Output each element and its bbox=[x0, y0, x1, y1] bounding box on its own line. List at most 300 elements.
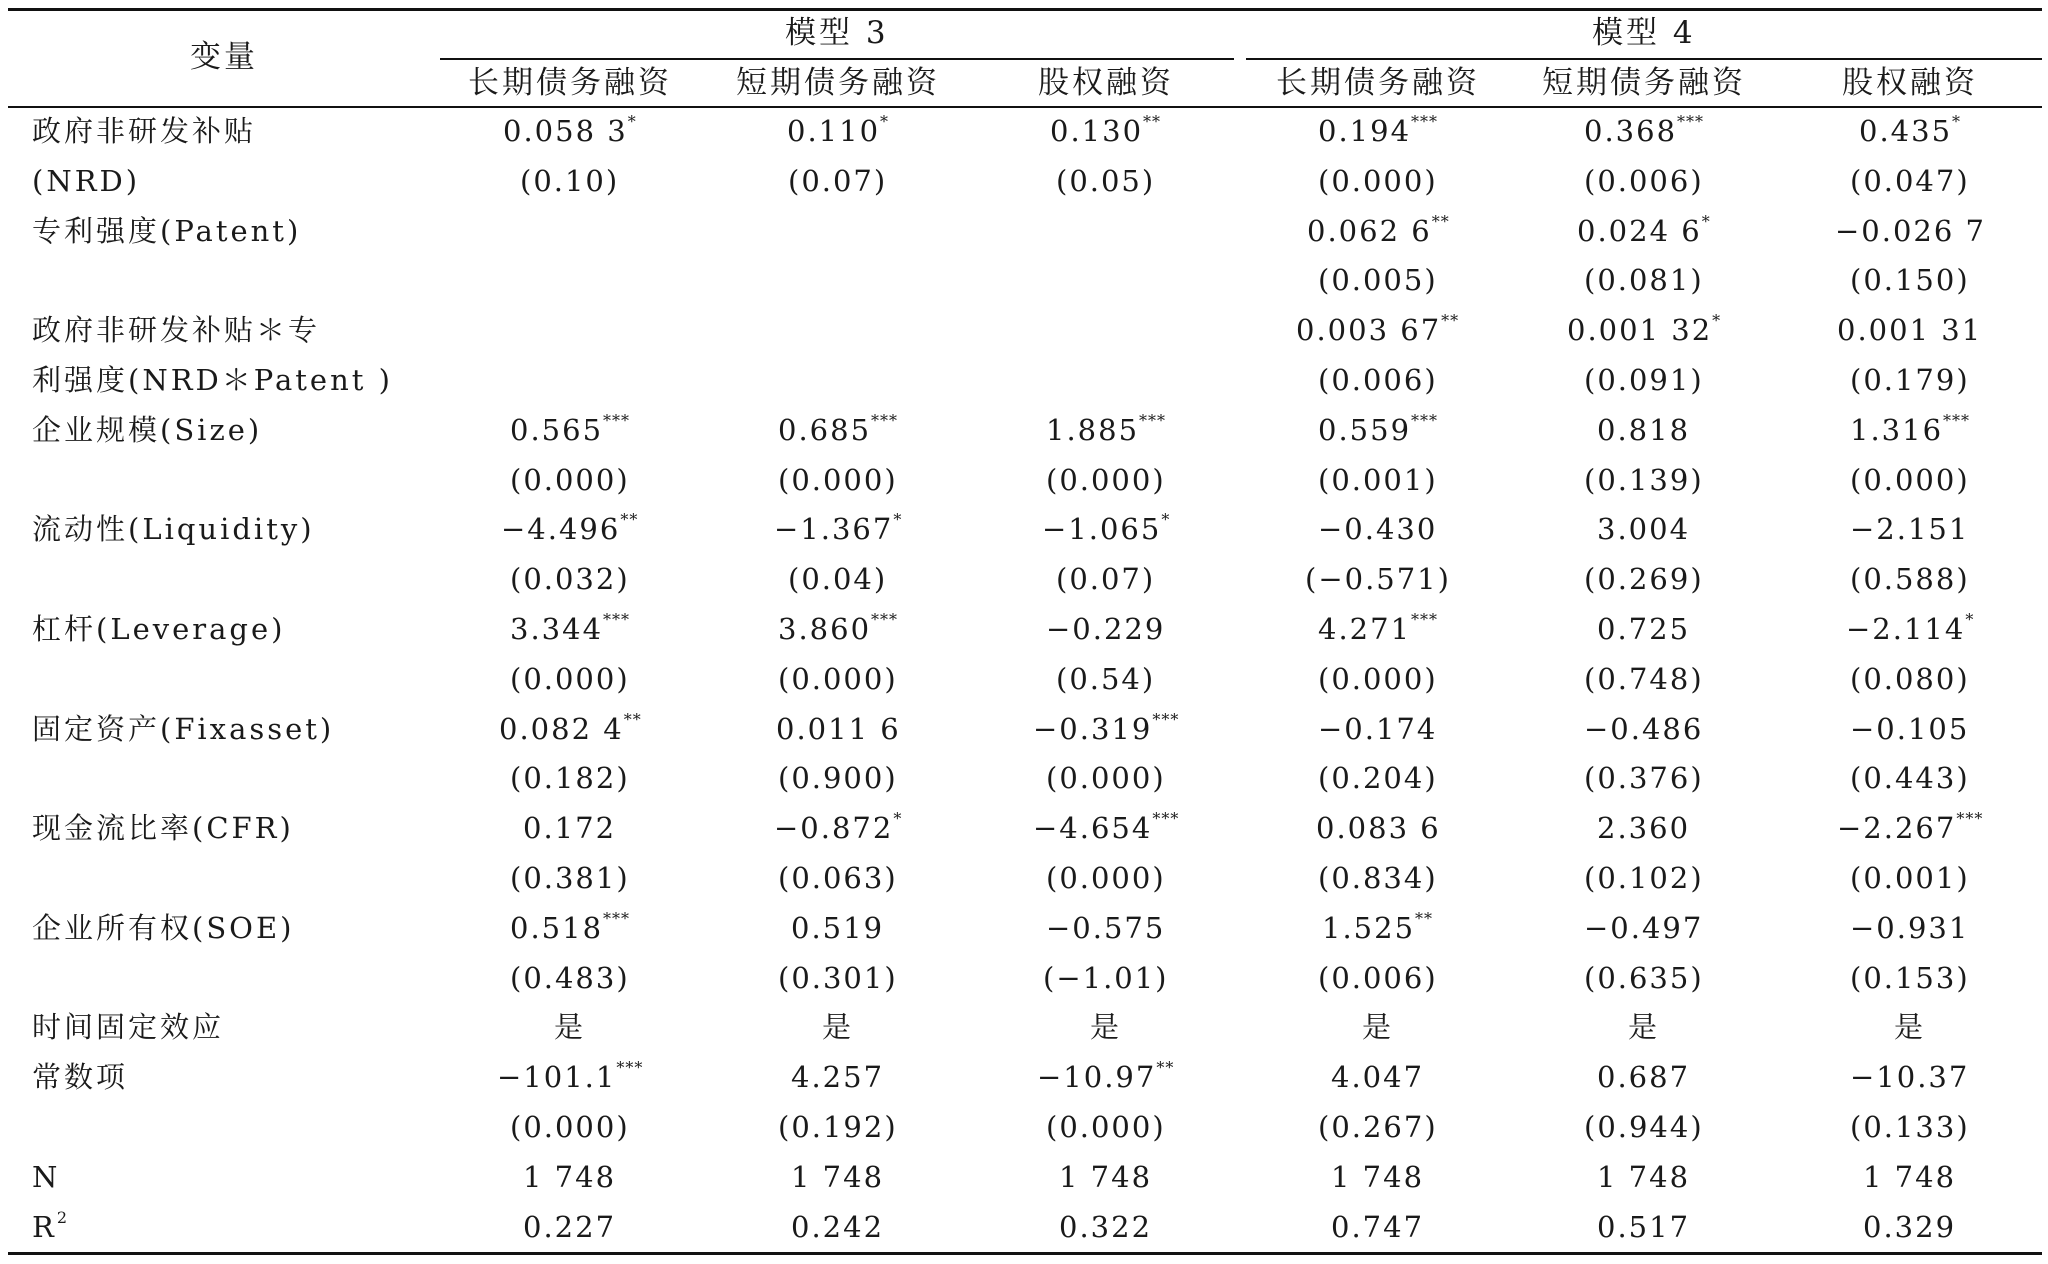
table-cell bbox=[1863, 1160, 1956, 1194]
row-label: 企业规模(Size) bbox=[32, 413, 263, 447]
significance-stars: *** bbox=[1411, 610, 1439, 629]
cell-value: 0.083 6 bbox=[1316, 811, 1441, 845]
table-cell bbox=[1584, 164, 1704, 198]
cell-value: (0.635) bbox=[1584, 961, 1704, 995]
cell-value: −0.319 bbox=[1033, 712, 1153, 746]
cell-value: (0.000) bbox=[1318, 662, 1438, 696]
table-cell bbox=[1046, 761, 1166, 795]
table-cell bbox=[1597, 512, 1690, 546]
table-cell bbox=[1584, 761, 1704, 795]
table-cell bbox=[523, 1210, 616, 1244]
cell-value: 0.227 bbox=[523, 1210, 617, 1244]
table-cell bbox=[1846, 612, 1974, 646]
table-cell bbox=[1584, 562, 1704, 596]
table-cell bbox=[501, 512, 638, 546]
cell-value: (0.944) bbox=[1584, 1110, 1704, 1144]
significance-stars: ** bbox=[1415, 909, 1434, 928]
table-cell bbox=[1850, 463, 1970, 497]
table-cell bbox=[1835, 214, 1986, 248]
table-cell bbox=[1597, 1160, 1690, 1194]
column-header: 股权融资 bbox=[1038, 65, 1174, 101]
table-cell bbox=[1318, 164, 1438, 198]
cell-value: 是 bbox=[1628, 1010, 1660, 1044]
table-cell bbox=[1894, 1010, 1925, 1044]
cell-value: 0.172 bbox=[523, 811, 617, 845]
significance-stars: *** bbox=[871, 411, 899, 430]
cell-value: −0.872 bbox=[774, 811, 894, 845]
header-rule bbox=[8, 106, 2042, 108]
group-rule-model3 bbox=[440, 58, 1234, 60]
cell-value: 1.885 bbox=[1046, 413, 1140, 447]
cell-value: (0.139) bbox=[1584, 463, 1704, 497]
table-cell bbox=[1318, 263, 1438, 297]
column-header: 短期债务融资 bbox=[736, 65, 940, 101]
table-cell bbox=[778, 463, 898, 497]
table-cell bbox=[1056, 562, 1155, 596]
cell-value: −10.97 bbox=[1037, 1060, 1157, 1094]
cell-value: (0.381) bbox=[510, 861, 630, 895]
significance-stars: * bbox=[1701, 212, 1711, 231]
cell-value: (0.000) bbox=[1850, 463, 1970, 497]
significance-stars: *** bbox=[1677, 112, 1705, 131]
cell-value: (0.102) bbox=[1584, 861, 1704, 895]
cell-value: (0.032) bbox=[510, 562, 630, 596]
row-label: 常数项 bbox=[32, 1060, 129, 1094]
cell-value: (0.04) bbox=[788, 562, 888, 596]
cell-value: 是 bbox=[1362, 1010, 1394, 1044]
table-cell bbox=[1059, 1160, 1152, 1194]
table-cell bbox=[791, 1160, 884, 1194]
table-cell bbox=[1046, 463, 1166, 497]
significance-stars: * bbox=[893, 809, 903, 828]
row-label: 时间固定效应 bbox=[32, 1010, 225, 1044]
table-cell bbox=[776, 712, 901, 746]
table-cell bbox=[1362, 1010, 1393, 1044]
cell-value: −0.174 bbox=[1318, 712, 1438, 746]
cell-value: (0.204) bbox=[1318, 761, 1438, 795]
significance-stars: *** bbox=[603, 909, 631, 928]
cell-value: (0.000) bbox=[510, 463, 630, 497]
row-label: $R^2$ bbox=[32, 1208, 69, 1244]
cell-value: −0.430 bbox=[1318, 512, 1438, 546]
cell-value: (0.269) bbox=[1584, 562, 1704, 596]
cell-value: (0.10) bbox=[520, 164, 620, 198]
table-cell bbox=[1318, 1110, 1438, 1144]
cell-value: −0.497 bbox=[1584, 911, 1704, 945]
cell-value: −2.151 bbox=[1850, 512, 1970, 546]
column-header: 股权融资 bbox=[1842, 65, 1978, 101]
cell-value: 1 748 bbox=[1863, 1160, 1957, 1194]
cell-value: (0.443) bbox=[1850, 761, 1970, 795]
table-cell bbox=[554, 1010, 585, 1044]
table-cell bbox=[1318, 463, 1438, 497]
cell-value: 0.242 bbox=[791, 1210, 885, 1244]
table-cell bbox=[1850, 911, 1969, 945]
cell-value: 0.001 32 bbox=[1567, 313, 1713, 347]
table-cell bbox=[778, 612, 898, 646]
significance-stars: * bbox=[1161, 510, 1171, 529]
significance-stars: *** bbox=[1943, 411, 1971, 430]
cell-value: (0.047) bbox=[1850, 164, 1970, 198]
cell-value: −2.114 bbox=[1846, 612, 1966, 646]
table-cell bbox=[510, 463, 630, 497]
row-label: 企业所有权(SOE) bbox=[32, 911, 295, 945]
table-cell bbox=[1577, 214, 1711, 248]
cell-value: −101.1 bbox=[497, 1060, 617, 1094]
significance-stars: * bbox=[1952, 112, 1962, 131]
cell-value: (0.267) bbox=[1318, 1110, 1438, 1144]
table-cell bbox=[1296, 313, 1459, 347]
cell-value: (0.588) bbox=[1850, 562, 1970, 596]
table-cell bbox=[1305, 562, 1451, 596]
significance-stars: ** bbox=[1143, 112, 1162, 131]
row-label: 杠杆(Leverage) bbox=[32, 612, 286, 646]
table-cell bbox=[1584, 961, 1704, 995]
table-cell bbox=[1597, 413, 1690, 447]
table-cell bbox=[1850, 961, 1970, 995]
cell-value: 0.024 6 bbox=[1577, 214, 1702, 248]
cell-value: (0.133) bbox=[1850, 1110, 1970, 1144]
cell-value: 3.860 bbox=[778, 612, 872, 646]
cell-value: (0.150) bbox=[1850, 263, 1970, 297]
table-cell bbox=[1850, 861, 1970, 895]
cell-value: (0.063) bbox=[778, 861, 898, 895]
cell-value: 0.725 bbox=[1597, 612, 1691, 646]
table-cell bbox=[1850, 712, 1969, 746]
cell-value: −0.575 bbox=[1046, 911, 1166, 945]
table-cell bbox=[1050, 114, 1161, 148]
cell-value: (0.153) bbox=[1850, 961, 1970, 995]
table-cell bbox=[778, 761, 898, 795]
table-cell bbox=[774, 811, 902, 845]
table-cell bbox=[1318, 961, 1438, 995]
cell-value: 4.271 bbox=[1318, 612, 1412, 646]
significance-stars: ** bbox=[1431, 212, 1450, 231]
cell-value: 是 bbox=[1090, 1010, 1122, 1044]
cell-value: 1.525 bbox=[1322, 911, 1416, 945]
table-cell bbox=[1584, 1110, 1704, 1144]
table-cell bbox=[1597, 1060, 1690, 1094]
cell-value: 是 bbox=[554, 1010, 586, 1044]
cell-value: (0.001) bbox=[1850, 861, 1970, 895]
row-label: 政府非研发补贴 bbox=[32, 114, 257, 148]
cell-value: (0.900) bbox=[778, 761, 898, 795]
cell-value: −0.486 bbox=[1584, 712, 1704, 746]
cell-value: 1 748 bbox=[1597, 1160, 1691, 1194]
cell-value: (0.376) bbox=[1584, 761, 1704, 795]
significance-stars: *** bbox=[871, 610, 899, 629]
row-label: N bbox=[32, 1160, 61, 1194]
group-header-model-3: 模型 3 bbox=[785, 15, 889, 51]
significance-stars: *** bbox=[616, 1058, 644, 1077]
cell-value: (0.000) bbox=[1046, 1110, 1166, 1144]
table-cell bbox=[510, 761, 630, 795]
cell-value: (0.834) bbox=[1318, 861, 1438, 895]
table-cell bbox=[1850, 662, 1970, 696]
significance-stars: *** bbox=[1411, 411, 1439, 430]
cell-value: 0.322 bbox=[1059, 1210, 1153, 1244]
cell-value: (0.483) bbox=[510, 961, 630, 995]
table-cell bbox=[1584, 263, 1704, 297]
table-cell bbox=[778, 1110, 898, 1144]
cell-value: (0.000) bbox=[1046, 463, 1166, 497]
column-header: 长期债务融资 bbox=[468, 65, 672, 101]
table-cell bbox=[1584, 911, 1703, 945]
cell-value: 0.559 bbox=[1318, 413, 1412, 447]
cell-value: 0.687 bbox=[1597, 1060, 1691, 1094]
cell-value: 0.685 bbox=[778, 413, 872, 447]
cell-value: 0.001 31 bbox=[1837, 313, 1983, 347]
table-cell bbox=[1850, 164, 1970, 198]
table-cell bbox=[510, 562, 630, 596]
table-cell bbox=[778, 413, 898, 447]
table-cell bbox=[1584, 861, 1704, 895]
cell-value: (0.006) bbox=[1318, 961, 1438, 995]
cell-value: (−1.01) bbox=[1043, 961, 1169, 995]
table-cell bbox=[510, 961, 630, 995]
row-label: 利强度(NRD＊Patent ) bbox=[32, 363, 393, 397]
variable-header: 变量 bbox=[190, 39, 258, 75]
table-cell bbox=[1059, 1210, 1152, 1244]
table-cell bbox=[791, 1060, 884, 1094]
cell-value: 0.082 4 bbox=[499, 712, 624, 746]
significance-stars: *** bbox=[1411, 112, 1439, 131]
significance-stars: * bbox=[627, 112, 637, 131]
row-label: 固定资产(Fixasset) bbox=[32, 712, 335, 746]
cell-value: (−0.571) bbox=[1305, 562, 1451, 596]
cell-value: 1 748 bbox=[1331, 1160, 1425, 1194]
table-cell bbox=[1090, 1010, 1121, 1044]
cell-value: (0.182) bbox=[510, 761, 630, 795]
table-cell bbox=[1597, 811, 1690, 845]
cell-value: 0.062 6 bbox=[1307, 214, 1432, 248]
table-cell bbox=[1056, 662, 1155, 696]
table-cell bbox=[778, 662, 898, 696]
table-cell bbox=[774, 512, 902, 546]
cell-value: 0.110 bbox=[787, 114, 881, 148]
cell-value: (0.000) bbox=[1318, 164, 1438, 198]
cell-value: (0.54) bbox=[1056, 662, 1156, 696]
significance-stars: ** bbox=[1441, 311, 1460, 330]
significance-stars: *** bbox=[603, 610, 631, 629]
table-cell bbox=[1584, 662, 1704, 696]
table-cell bbox=[1331, 1060, 1424, 1094]
table-cell bbox=[503, 114, 637, 148]
table-cell bbox=[1837, 313, 1982, 347]
table-cell bbox=[1850, 562, 1970, 596]
table-cell bbox=[1628, 1010, 1659, 1044]
cell-value: 0.517 bbox=[1597, 1210, 1691, 1244]
significance-stars: ** bbox=[620, 510, 639, 529]
cell-value: 3.344 bbox=[510, 612, 604, 646]
table-cell bbox=[1046, 612, 1165, 646]
table-cell bbox=[1584, 712, 1703, 746]
significance-stars: * bbox=[1712, 311, 1722, 330]
table-cell bbox=[791, 1210, 884, 1244]
cell-value: 0.747 bbox=[1331, 1210, 1425, 1244]
cell-value: 0.565 bbox=[510, 413, 604, 447]
cell-value: (0.091) bbox=[1584, 363, 1704, 397]
cell-value: (0.192) bbox=[778, 1110, 898, 1144]
table-cell bbox=[510, 1110, 630, 1144]
table-cell bbox=[1597, 1210, 1690, 1244]
table-cell bbox=[1033, 712, 1179, 746]
row-label: 流动性(Liquidity) bbox=[32, 512, 315, 546]
table-cell bbox=[1033, 811, 1179, 845]
bottom-rule bbox=[8, 1252, 2042, 1255]
table-cell bbox=[822, 1010, 853, 1044]
table-cell bbox=[1318, 861, 1438, 895]
cell-value: (0.000) bbox=[510, 662, 630, 696]
table-cell bbox=[1331, 1160, 1424, 1194]
cell-value: 1 748 bbox=[791, 1160, 885, 1194]
cell-value: 0.130 bbox=[1050, 114, 1144, 148]
significance-stars: *** bbox=[1956, 809, 1984, 828]
row-label: (NRD) bbox=[32, 164, 141, 198]
table-cell bbox=[510, 413, 630, 447]
cell-value: (0.301) bbox=[778, 961, 898, 995]
cell-value: (0.179) bbox=[1850, 363, 1970, 397]
table-cell bbox=[510, 662, 630, 696]
row-label: 现金流比率(CFR) bbox=[32, 811, 294, 845]
table-cell bbox=[1863, 1210, 1956, 1244]
cell-value: 0.368 bbox=[1584, 114, 1678, 148]
table-cell bbox=[1322, 911, 1433, 945]
table-cell bbox=[1850, 1060, 1969, 1094]
row-label: 政府非研发补贴＊专 bbox=[32, 313, 321, 347]
table-cell bbox=[520, 164, 619, 198]
cell-value: (0.080) bbox=[1850, 662, 1970, 696]
cell-value: (0.081) bbox=[1584, 263, 1704, 297]
table-cell bbox=[788, 562, 887, 596]
cell-value: 0.011 6 bbox=[776, 712, 901, 746]
table-cell bbox=[523, 811, 616, 845]
table-cell bbox=[788, 164, 887, 198]
cell-value: −0.105 bbox=[1850, 712, 1970, 746]
cell-value: −0.026 7 bbox=[1835, 214, 1986, 248]
cell-value: 0.329 bbox=[1863, 1210, 1957, 1244]
table-cell bbox=[1597, 612, 1690, 646]
significance-stars: *** bbox=[1152, 809, 1180, 828]
table-cell bbox=[1850, 413, 1970, 447]
table-cell bbox=[1584, 463, 1704, 497]
cell-value: −4.654 bbox=[1033, 811, 1153, 845]
row-label: 专利强度(Patent) bbox=[32, 214, 302, 248]
cell-value: −1.065 bbox=[1042, 512, 1162, 546]
significance-stars: ** bbox=[1156, 1058, 1175, 1077]
cell-value: (0.000) bbox=[1046, 861, 1166, 895]
cell-value: (0.000) bbox=[1046, 761, 1166, 795]
table-cell bbox=[510, 612, 630, 646]
table-cell bbox=[510, 911, 630, 945]
table-cell bbox=[1043, 961, 1169, 995]
cell-value: −4.496 bbox=[501, 512, 621, 546]
cell-value: 0.818 bbox=[1597, 413, 1691, 447]
cell-value: 1 748 bbox=[523, 1160, 617, 1194]
cell-value: 3.004 bbox=[1597, 512, 1691, 546]
table-cell bbox=[1318, 712, 1437, 746]
column-header: 短期债务融资 bbox=[1542, 65, 1746, 101]
table-cell bbox=[1046, 911, 1165, 945]
cell-value: 0.194 bbox=[1318, 114, 1412, 148]
cell-value: −2.267 bbox=[1837, 811, 1957, 845]
cell-value: 是 bbox=[822, 1010, 854, 1044]
table-cell bbox=[1318, 612, 1438, 646]
table-cell bbox=[1318, 662, 1438, 696]
significance-stars: * bbox=[893, 510, 903, 529]
cell-value: −1.367 bbox=[774, 512, 894, 546]
table-cell bbox=[1046, 861, 1166, 895]
table-cell bbox=[1318, 761, 1438, 795]
group-rule-model4 bbox=[1246, 58, 2042, 60]
significance-stars: * bbox=[880, 112, 890, 131]
table-cell bbox=[499, 712, 642, 746]
table-cell bbox=[1318, 114, 1438, 148]
cell-value: (0.05) bbox=[1056, 164, 1156, 198]
cell-value: 0.058 3 bbox=[503, 114, 628, 148]
table-cell bbox=[1850, 363, 1970, 397]
cell-value: 0.435 bbox=[1859, 114, 1953, 148]
cell-value: (0.005) bbox=[1318, 263, 1438, 297]
cell-value: (0.748) bbox=[1584, 662, 1704, 696]
cell-value: (0.000) bbox=[510, 1110, 630, 1144]
cell-value: 4.257 bbox=[791, 1060, 885, 1094]
cell-value: 0.003 67 bbox=[1296, 313, 1442, 347]
significance-stars: *** bbox=[1139, 411, 1167, 430]
table-cell bbox=[1850, 512, 1969, 546]
table-cell bbox=[523, 1160, 616, 1194]
significance-stars: * bbox=[1965, 610, 1975, 629]
cell-value: 0.518 bbox=[510, 911, 604, 945]
significance-stars: *** bbox=[603, 411, 631, 430]
table-cell bbox=[787, 114, 889, 148]
table-cell bbox=[1037, 1060, 1174, 1094]
cell-value: (0.07) bbox=[788, 164, 888, 198]
significance-stars: ** bbox=[623, 710, 642, 729]
cell-value: (0.07) bbox=[1056, 562, 1156, 596]
group-header-model-4: 模型 4 bbox=[1592, 15, 1696, 51]
cell-value: 是 bbox=[1894, 1010, 1926, 1044]
cell-value: (0.001) bbox=[1318, 463, 1438, 497]
table-cell bbox=[1331, 1210, 1424, 1244]
table-cell bbox=[1316, 811, 1441, 845]
table-cell bbox=[497, 1060, 643, 1094]
table-cell bbox=[1046, 413, 1166, 447]
table-cell bbox=[510, 861, 630, 895]
table-cell bbox=[1584, 114, 1704, 148]
table-cell bbox=[1042, 512, 1170, 546]
table-cell bbox=[1567, 313, 1721, 347]
table-cell bbox=[1850, 1110, 1970, 1144]
table-cell bbox=[1318, 363, 1438, 397]
cell-value: −10.37 bbox=[1850, 1060, 1970, 1094]
column-header: 长期债务融资 bbox=[1276, 65, 1480, 101]
cell-value: (0.000) bbox=[778, 463, 898, 497]
cell-value: 1 748 bbox=[1059, 1160, 1153, 1194]
cell-value: (0.006) bbox=[1318, 363, 1438, 397]
cell-value: 4.047 bbox=[1331, 1060, 1425, 1094]
cell-value: (0.006) bbox=[1584, 164, 1704, 198]
table-cell bbox=[1850, 761, 1970, 795]
table-cell bbox=[1859, 114, 1961, 148]
table-cell bbox=[1046, 1110, 1166, 1144]
table-cell bbox=[1584, 363, 1704, 397]
cell-value: 2.360 bbox=[1597, 811, 1691, 845]
table-cell bbox=[1318, 512, 1437, 546]
table-cell bbox=[1056, 164, 1155, 198]
table-cell bbox=[791, 911, 884, 945]
table-cell bbox=[778, 861, 898, 895]
